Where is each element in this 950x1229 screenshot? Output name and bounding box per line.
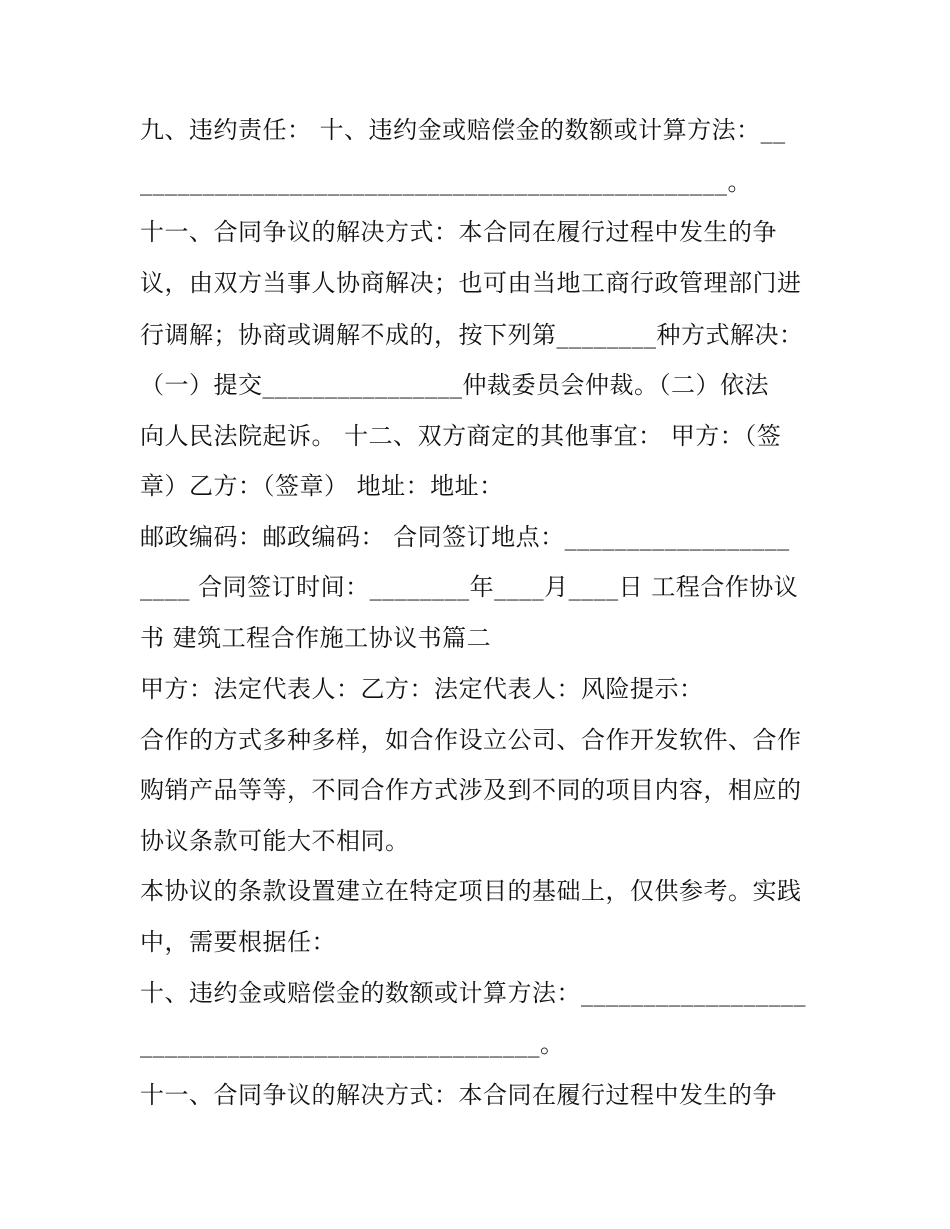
text-line: 向人民法院起诉。 十二、双方商定的其他事宜： 甲方：（签 (140, 422, 782, 450)
text-line: 议，由双方当事人协商解决；也可由当地工商行政管理部门进 (140, 269, 802, 297)
text-line: （一）提交________________仲裁委员会仲裁。（二）依法 (140, 371, 769, 399)
text-line: ____ 合同签订时间：________年____月____日 工程合作协议 (140, 573, 799, 601)
text-line: 十、违约金或赔偿金的数额或计算方法：__________________ (140, 979, 806, 1007)
text-line: 邮政编码：邮政编码： 合同签订地点：__________________ (140, 523, 790, 551)
text-line: 中，需要根据任： (140, 928, 336, 956)
text-line: ________________________________。 (140, 1030, 565, 1058)
text-line: 协议条款可能大不相同。 (140, 827, 410, 855)
text-line: 十一、合同争议的解决方式：本合同在履行过程中发生的争 (140, 1081, 777, 1109)
text-line: 行调解；协商或调解不成的，按下列第________种方式解决： (140, 321, 804, 349)
text-line: 甲方：法定代表人：乙方：法定代表人：风险提示： (140, 675, 704, 703)
text-line: 购销产品等等，不同合作方式涉及到不同的项目内容，相应的 (140, 776, 802, 804)
text-line: 书 建筑工程合作施工协议书篇二 (140, 624, 492, 652)
text-line: _______________________________________________。 (140, 168, 752, 196)
text-line: 九、违约责任： 十、违约金或赔偿金的数额或计算方法：__ (140, 116, 786, 144)
text-line: 十一、合同争议的解决方式：本合同在履行过程中发生的争 (140, 218, 777, 246)
text-line: 章）乙方：（签章） 地址：地址： (140, 472, 504, 500)
text-line: 合作的方式多种多样，如合作设立公司、合作开发软件、合作 (140, 726, 802, 754)
text-line: 本协议的条款设置建立在特定项目的基础上，仅供参考。实践 (140, 877, 802, 905)
